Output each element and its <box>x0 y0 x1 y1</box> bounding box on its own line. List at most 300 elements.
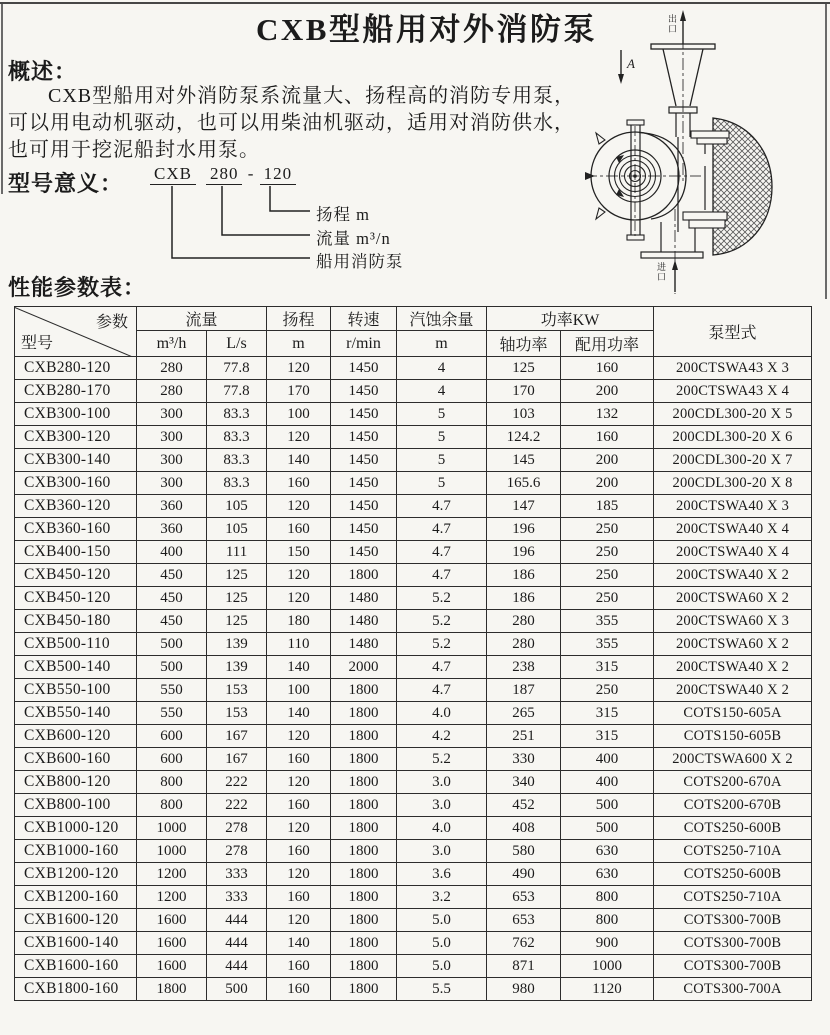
cell-flow-m3h: 1800 <box>137 978 207 1001</box>
cell-model: CXB1600-140 <box>15 932 137 955</box>
cell-rated-power: 400 <box>561 748 654 771</box>
cell-head: 160 <box>267 886 331 909</box>
cell-pump-type: COTS150-605A <box>654 702 812 725</box>
cell-model: CXB600-120 <box>15 725 137 748</box>
cell-shaft-power: 980 <box>487 978 561 1001</box>
cell-model: CXB450-120 <box>15 564 137 587</box>
cell-flow-m3h: 500 <box>137 656 207 679</box>
cell-shaft-power: 145 <box>487 449 561 472</box>
cell-flow-ls: 153 <box>207 679 267 702</box>
cell-flow-ls: 83.3 <box>207 426 267 449</box>
cell-pump-type: 200CTSWA60 X 2 <box>654 633 812 656</box>
cell-npsh: 5.0 <box>397 909 487 932</box>
model-code-separator: - <box>247 164 255 183</box>
cell-pump-type: 200CDL300-20 X 5 <box>654 403 812 426</box>
cell-npsh: 4.0 <box>397 702 487 725</box>
cell-speed: 1450 <box>331 357 397 380</box>
cell-rated-power: 200 <box>561 380 654 403</box>
cell-pump-type: 200CDL300-20 X 7 <box>654 449 812 472</box>
cell-pump-type: 200CTSWA43 X 4 <box>654 380 812 403</box>
table-row <box>15 357 812 380</box>
cell-flow-ls: 125 <box>207 587 267 610</box>
cell-flow-ls: 278 <box>207 817 267 840</box>
cell-flow-ls: 125 <box>207 610 267 633</box>
cell-pump-type: COTS300-700B <box>654 909 812 932</box>
parameters-table-heading: 性能参数表： <box>8 275 147 300</box>
table-row <box>15 955 812 978</box>
header-npsh-unit: m <box>397 331 487 357</box>
header-speed-unit: r/min <box>331 331 397 357</box>
cell-npsh: 5.2 <box>397 748 487 771</box>
cell-shaft-power: 196 <box>487 541 561 564</box>
table-row <box>15 978 812 1001</box>
cell-pump-type: 200CDL300-20 X 6 <box>654 426 812 449</box>
cell-head: 120 <box>267 725 331 748</box>
cell-speed: 1800 <box>331 702 397 725</box>
cell-model: CXB300-140 <box>15 449 137 472</box>
cell-speed: 1800 <box>331 817 397 840</box>
cell-shaft-power: 580 <box>487 840 561 863</box>
cell-model: CXB360-160 <box>15 518 137 541</box>
cell-speed: 1800 <box>331 932 397 955</box>
cell-npsh: 4.0 <box>397 817 487 840</box>
cell-head: 160 <box>267 794 331 817</box>
cell-speed: 1450 <box>331 403 397 426</box>
cell-flow-ls: 83.3 <box>207 449 267 472</box>
cell-npsh: 3.0 <box>397 840 487 863</box>
cell-rated-power: 160 <box>561 426 654 449</box>
cell-rated-power: 160 <box>561 357 654 380</box>
cell-speed: 1480 <box>331 610 397 633</box>
cell-head: 160 <box>267 518 331 541</box>
cell-rated-power: 250 <box>561 587 654 610</box>
cell-speed: 1450 <box>331 472 397 495</box>
cell-speed: 2000 <box>331 656 397 679</box>
cell-head: 180 <box>267 610 331 633</box>
header-power: 功率KW <box>487 307 654 331</box>
corner-model-label: 型号 <box>21 335 54 352</box>
cell-head: 150 <box>267 541 331 564</box>
cell-npsh: 5.2 <box>397 587 487 610</box>
cell-flow-ls: 278 <box>207 840 267 863</box>
cell-flow-m3h: 450 <box>137 587 207 610</box>
cell-model: CXB280-120 <box>15 357 137 380</box>
model-code-flow: 280 <box>206 164 243 185</box>
corner-param-label: 参数 <box>95 314 128 331</box>
cell-model: CXB450-120 <box>15 587 137 610</box>
cell-flow-m3h: 550 <box>137 679 207 702</box>
cell-model: CXB1600-120 <box>15 909 137 932</box>
header-head: 扬程 <box>267 307 331 331</box>
cell-speed: 1800 <box>331 978 397 1001</box>
corner-header-cell <box>15 307 137 357</box>
model-code-head: 120 <box>260 164 297 185</box>
cell-pump-type: COTS300-700B <box>654 955 812 978</box>
cell-speed: 1800 <box>331 725 397 748</box>
table-row <box>15 863 812 886</box>
cell-head: 100 <box>267 679 331 702</box>
cell-flow-ls: 139 <box>207 633 267 656</box>
table-row <box>15 633 812 656</box>
cell-flow-m3h: 550 <box>137 702 207 725</box>
cell-head: 120 <box>267 564 331 587</box>
table-row <box>15 380 812 403</box>
model-code <box>150 164 296 184</box>
table-row <box>15 909 812 932</box>
cell-speed: 1480 <box>331 587 397 610</box>
cell-flow-ls: 83.3 <box>207 472 267 495</box>
cell-npsh: 4.7 <box>397 541 487 564</box>
page-frame-left <box>1 4 3 194</box>
cell-shaft-power: 408 <box>487 817 561 840</box>
cell-head: 160 <box>267 748 331 771</box>
cell-head: 140 <box>267 656 331 679</box>
model-code-prefix: CXB <box>150 164 196 185</box>
header-head-unit: m <box>267 331 331 357</box>
cell-flow-m3h: 400 <box>137 541 207 564</box>
cell-npsh: 4 <box>397 357 487 380</box>
cell-pump-type: 200CTSWA40 X 2 <box>654 564 812 587</box>
cell-pump-type: COTS300-700A <box>654 978 812 1001</box>
cell-flow-ls: 83.3 <box>207 403 267 426</box>
cell-flow-m3h: 280 <box>137 357 207 380</box>
cell-npsh: 4.7 <box>397 495 487 518</box>
cell-head: 160 <box>267 955 331 978</box>
cell-model: CXB400-150 <box>15 541 137 564</box>
header-flow-ls: L/s <box>207 331 267 357</box>
cell-pump-type: COTS250-710A <box>654 886 812 909</box>
cell-npsh: 5 <box>397 449 487 472</box>
cell-head: 140 <box>267 449 331 472</box>
cell-shaft-power: 871 <box>487 955 561 978</box>
cell-flow-m3h: 300 <box>137 472 207 495</box>
cell-flow-m3h: 1000 <box>137 840 207 863</box>
header-speed: 转速 <box>331 307 397 331</box>
section-a-label: A <box>627 56 635 71</box>
cell-flow-ls: 333 <box>207 863 267 886</box>
cell-flow-ls: 222 <box>207 794 267 817</box>
table-body <box>15 357 812 1001</box>
table-row <box>15 426 812 449</box>
table-row <box>15 518 812 541</box>
table-row <box>15 679 812 702</box>
cell-rated-power: 355 <box>561 610 654 633</box>
cell-npsh: 3.6 <box>397 863 487 886</box>
cell-pump-type: COTS200-670A <box>654 771 812 794</box>
cell-speed: 1800 <box>331 748 397 771</box>
cell-model: CXB550-100 <box>15 679 137 702</box>
cell-shaft-power: 238 <box>487 656 561 679</box>
cell-model: CXB300-100 <box>15 403 137 426</box>
cell-npsh: 4.2 <box>397 725 487 748</box>
header-shaft-power: 轴功率 <box>487 331 561 357</box>
cell-pump-type: COTS300-700B <box>654 932 812 955</box>
header-rated-power: 配用功率 <box>561 331 654 357</box>
cell-head: 140 <box>267 932 331 955</box>
cell-npsh: 4 <box>397 380 487 403</box>
model-label-flow: 流量 m³/n <box>316 229 391 248</box>
cell-shaft-power: 165.6 <box>487 472 561 495</box>
cell-npsh: 5.0 <box>397 955 487 978</box>
overview-paragraph: CXB型船用对外消防泵系流量大、扬程高的消防专用泵，可以用电动机驱动，也可以用柴油机驱动，适用对消防供水，也可用于挖泥船封水用泵。 <box>8 85 576 161</box>
table-row <box>15 403 812 426</box>
cell-model: CXB1600-160 <box>15 955 137 978</box>
cell-model: CXB1000-120 <box>15 817 137 840</box>
cell-npsh: 4.7 <box>397 518 487 541</box>
cell-model: CXB1000-160 <box>15 840 137 863</box>
cell-head: 160 <box>267 978 331 1001</box>
cell-flow-ls: 500 <box>207 978 267 1001</box>
cell-flow-m3h: 600 <box>137 725 207 748</box>
cell-speed: 1800 <box>331 886 397 909</box>
cell-flow-m3h: 1200 <box>137 886 207 909</box>
cell-pump-type: 200CTSWA40 X 3 <box>654 495 812 518</box>
cell-rated-power: 800 <box>561 909 654 932</box>
cell-flow-ls: 125 <box>207 564 267 587</box>
cell-shaft-power: 280 <box>487 633 561 656</box>
cell-flow-ls: 105 <box>207 495 267 518</box>
cell-flow-ls: 444 <box>207 932 267 955</box>
cell-rated-power: 132 <box>561 403 654 426</box>
cell-speed: 1800 <box>331 909 397 932</box>
cell-model: CXB450-180 <box>15 610 137 633</box>
cell-rated-power: 315 <box>561 702 654 725</box>
cell-shaft-power: 280 <box>487 610 561 633</box>
cell-pump-type: 200CTSWA40 X 4 <box>654 541 812 564</box>
cell-flow-ls: 105 <box>207 518 267 541</box>
cell-model: CXB550-140 <box>15 702 137 725</box>
cell-speed: 1800 <box>331 564 397 587</box>
cell-npsh: 3.0 <box>397 771 487 794</box>
cell-head: 170 <box>267 380 331 403</box>
cell-rated-power: 900 <box>561 932 654 955</box>
cell-shaft-power: 653 <box>487 886 561 909</box>
cell-flow-m3h: 280 <box>137 380 207 403</box>
table-row <box>15 449 812 472</box>
cell-npsh: 3.2 <box>397 886 487 909</box>
cell-flow-ls: 153 <box>207 702 267 725</box>
cell-flow-ls: 139 <box>207 656 267 679</box>
cell-rated-power: 250 <box>561 518 654 541</box>
cell-flow-ls: 222 <box>207 771 267 794</box>
cell-shaft-power: 330 <box>487 748 561 771</box>
cell-head: 120 <box>267 587 331 610</box>
cell-model: CXB300-120 <box>15 426 137 449</box>
cell-rated-power: 1000 <box>561 955 654 978</box>
cell-pump-type: COTS250-600B <box>654 863 812 886</box>
cell-head: 120 <box>267 909 331 932</box>
cell-rated-power: 250 <box>561 679 654 702</box>
cell-model: CXB1200-160 <box>15 886 137 909</box>
outlet-label: 出口 <box>667 14 677 34</box>
cell-flow-m3h: 1600 <box>137 909 207 932</box>
cell-shaft-power: 340 <box>487 771 561 794</box>
table-row <box>15 932 812 955</box>
cell-head: 160 <box>267 472 331 495</box>
model-label-head: 扬程 m <box>316 205 370 224</box>
cell-pump-type: 200CTSWA40 X 2 <box>654 679 812 702</box>
cell-rated-power: 355 <box>561 633 654 656</box>
model-label-pump: 船用消防泵 <box>316 252 404 271</box>
cell-pump-type: 200CTSWA60 X 3 <box>654 610 812 633</box>
cell-speed: 1800 <box>331 771 397 794</box>
table-row <box>15 587 812 610</box>
cell-npsh: 4.7 <box>397 656 487 679</box>
cell-flow-ls: 333 <box>207 886 267 909</box>
header-flow-m3h: m³/h <box>137 331 207 357</box>
table-row <box>15 794 812 817</box>
cell-speed: 1450 <box>331 449 397 472</box>
cell-shaft-power: 653 <box>487 909 561 932</box>
cell-model: CXB360-120 <box>15 495 137 518</box>
cell-flow-ls: 77.8 <box>207 357 267 380</box>
table-row <box>15 748 812 771</box>
cell-rated-power: 630 <box>561 840 654 863</box>
cell-model: CXB500-140 <box>15 656 137 679</box>
model-meaning-heading: 型号意义： <box>8 171 124 196</box>
cell-flow-m3h: 500 <box>137 633 207 656</box>
cell-model: CXB500-110 <box>15 633 137 656</box>
cell-flow-m3h: 300 <box>137 449 207 472</box>
cell-flow-ls: 167 <box>207 748 267 771</box>
cell-shaft-power: 187 <box>487 679 561 702</box>
cell-flow-ls: 111 <box>207 541 267 564</box>
cell-pump-type: 200CTSWA600 X 2 <box>654 748 812 771</box>
table-row <box>15 541 812 564</box>
cell-rated-power: 500 <box>561 794 654 817</box>
cell-head: 100 <box>267 403 331 426</box>
cell-rated-power: 400 <box>561 771 654 794</box>
cell-npsh: 5.2 <box>397 610 487 633</box>
header-npsh: 汽蚀余量 <box>397 307 487 331</box>
cell-speed: 1450 <box>331 380 397 403</box>
cell-shaft-power: 490 <box>487 863 561 886</box>
cell-rated-power: 200 <box>561 449 654 472</box>
cell-flow-m3h: 600 <box>137 748 207 771</box>
cell-speed: 1450 <box>331 541 397 564</box>
cell-head: 120 <box>267 495 331 518</box>
cell-speed: 1450 <box>331 495 397 518</box>
cell-speed: 1480 <box>331 633 397 656</box>
cell-flow-m3h: 300 <box>137 403 207 426</box>
cell-pump-type: 200CTSWA40 X 2 <box>654 656 812 679</box>
cell-pump-type: COTS250-600B <box>654 817 812 840</box>
cell-rated-power: 185 <box>561 495 654 518</box>
cell-npsh: 5.2 <box>397 633 487 656</box>
cell-model: CXB280-170 <box>15 380 137 403</box>
cell-flow-ls: 444 <box>207 909 267 932</box>
cell-npsh: 5.0 <box>397 932 487 955</box>
cell-rated-power: 800 <box>561 886 654 909</box>
table-row <box>15 656 812 679</box>
inlet-label: 进口 <box>656 262 666 282</box>
cell-pump-type: COTS250-710A <box>654 840 812 863</box>
cell-speed: 1800 <box>331 955 397 978</box>
cell-flow-m3h: 450 <box>137 564 207 587</box>
cell-speed: 1450 <box>331 426 397 449</box>
cell-shaft-power: 170 <box>487 380 561 403</box>
cell-pump-type: 200CTSWA43 X 3 <box>654 357 812 380</box>
cell-flow-m3h: 300 <box>137 426 207 449</box>
cell-head: 110 <box>267 633 331 656</box>
cell-head: 120 <box>267 817 331 840</box>
table-row <box>15 702 812 725</box>
cell-speed: 1450 <box>331 518 397 541</box>
cell-model: CXB800-120 <box>15 771 137 794</box>
table-row <box>15 771 812 794</box>
cell-pump-type: COTS200-670B <box>654 794 812 817</box>
cell-flow-m3h: 1000 <box>137 817 207 840</box>
cell-pump-type: COTS150-605B <box>654 725 812 748</box>
cell-pump-type: 200CDL300-20 X 8 <box>654 472 812 495</box>
cell-shaft-power: 265 <box>487 702 561 725</box>
performance-parameters-table <box>14 306 812 1001</box>
table-row <box>15 817 812 840</box>
cell-npsh: 4.7 <box>397 679 487 702</box>
cell-flow-m3h: 450 <box>137 610 207 633</box>
table-row <box>15 564 812 587</box>
cell-head: 120 <box>267 357 331 380</box>
overview-heading: 概述： <box>8 59 78 84</box>
cell-flow-ls: 167 <box>207 725 267 748</box>
model-meaning-diagram <box>150 164 485 276</box>
cell-rated-power: 315 <box>561 725 654 748</box>
cell-model: CXB1800-160 <box>15 978 137 1001</box>
cell-flow-m3h: 1600 <box>137 955 207 978</box>
cell-head: 120 <box>267 426 331 449</box>
cell-rated-power: 250 <box>561 564 654 587</box>
cell-rated-power: 500 <box>561 817 654 840</box>
cell-shaft-power: 762 <box>487 932 561 955</box>
cell-shaft-power: 147 <box>487 495 561 518</box>
cell-shaft-power: 196 <box>487 518 561 541</box>
cell-flow-ls: 444 <box>207 955 267 978</box>
header-pump-type: 泵型式 <box>654 307 812 357</box>
cell-model: CXB800-100 <box>15 794 137 817</box>
cell-speed: 1800 <box>331 840 397 863</box>
cell-pump-type: 200CTSWA60 X 2 <box>654 587 812 610</box>
cell-flow-m3h: 800 <box>137 771 207 794</box>
cell-model: CXB300-160 <box>15 472 137 495</box>
cell-flow-m3h: 360 <box>137 495 207 518</box>
cell-pump-type: 200CTSWA40 X 4 <box>654 518 812 541</box>
cell-speed: 1800 <box>331 679 397 702</box>
cell-rated-power: 200 <box>561 472 654 495</box>
cell-shaft-power: 124.2 <box>487 426 561 449</box>
cell-shaft-power: 251 <box>487 725 561 748</box>
table-row <box>15 725 812 748</box>
cell-npsh: 5 <box>397 472 487 495</box>
cell-rated-power: 315 <box>561 656 654 679</box>
cell-npsh: 3.0 <box>397 794 487 817</box>
cell-speed: 1800 <box>331 794 397 817</box>
cell-flow-m3h: 1600 <box>137 932 207 955</box>
cell-flow-ls: 77.8 <box>207 380 267 403</box>
cell-npsh: 5 <box>397 403 487 426</box>
cell-shaft-power: 186 <box>487 587 561 610</box>
cell-head: 140 <box>267 702 331 725</box>
cell-rated-power: 250 <box>561 541 654 564</box>
cell-shaft-power: 452 <box>487 794 561 817</box>
cell-rated-power: 1120 <box>561 978 654 1001</box>
table-row <box>15 840 812 863</box>
cell-head: 120 <box>267 863 331 886</box>
cell-speed: 1800 <box>331 863 397 886</box>
cell-flow-m3h: 1200 <box>137 863 207 886</box>
cell-npsh: 5.5 <box>397 978 487 1001</box>
cell-model: CXB600-160 <box>15 748 137 771</box>
cell-head: 160 <box>267 840 331 863</box>
